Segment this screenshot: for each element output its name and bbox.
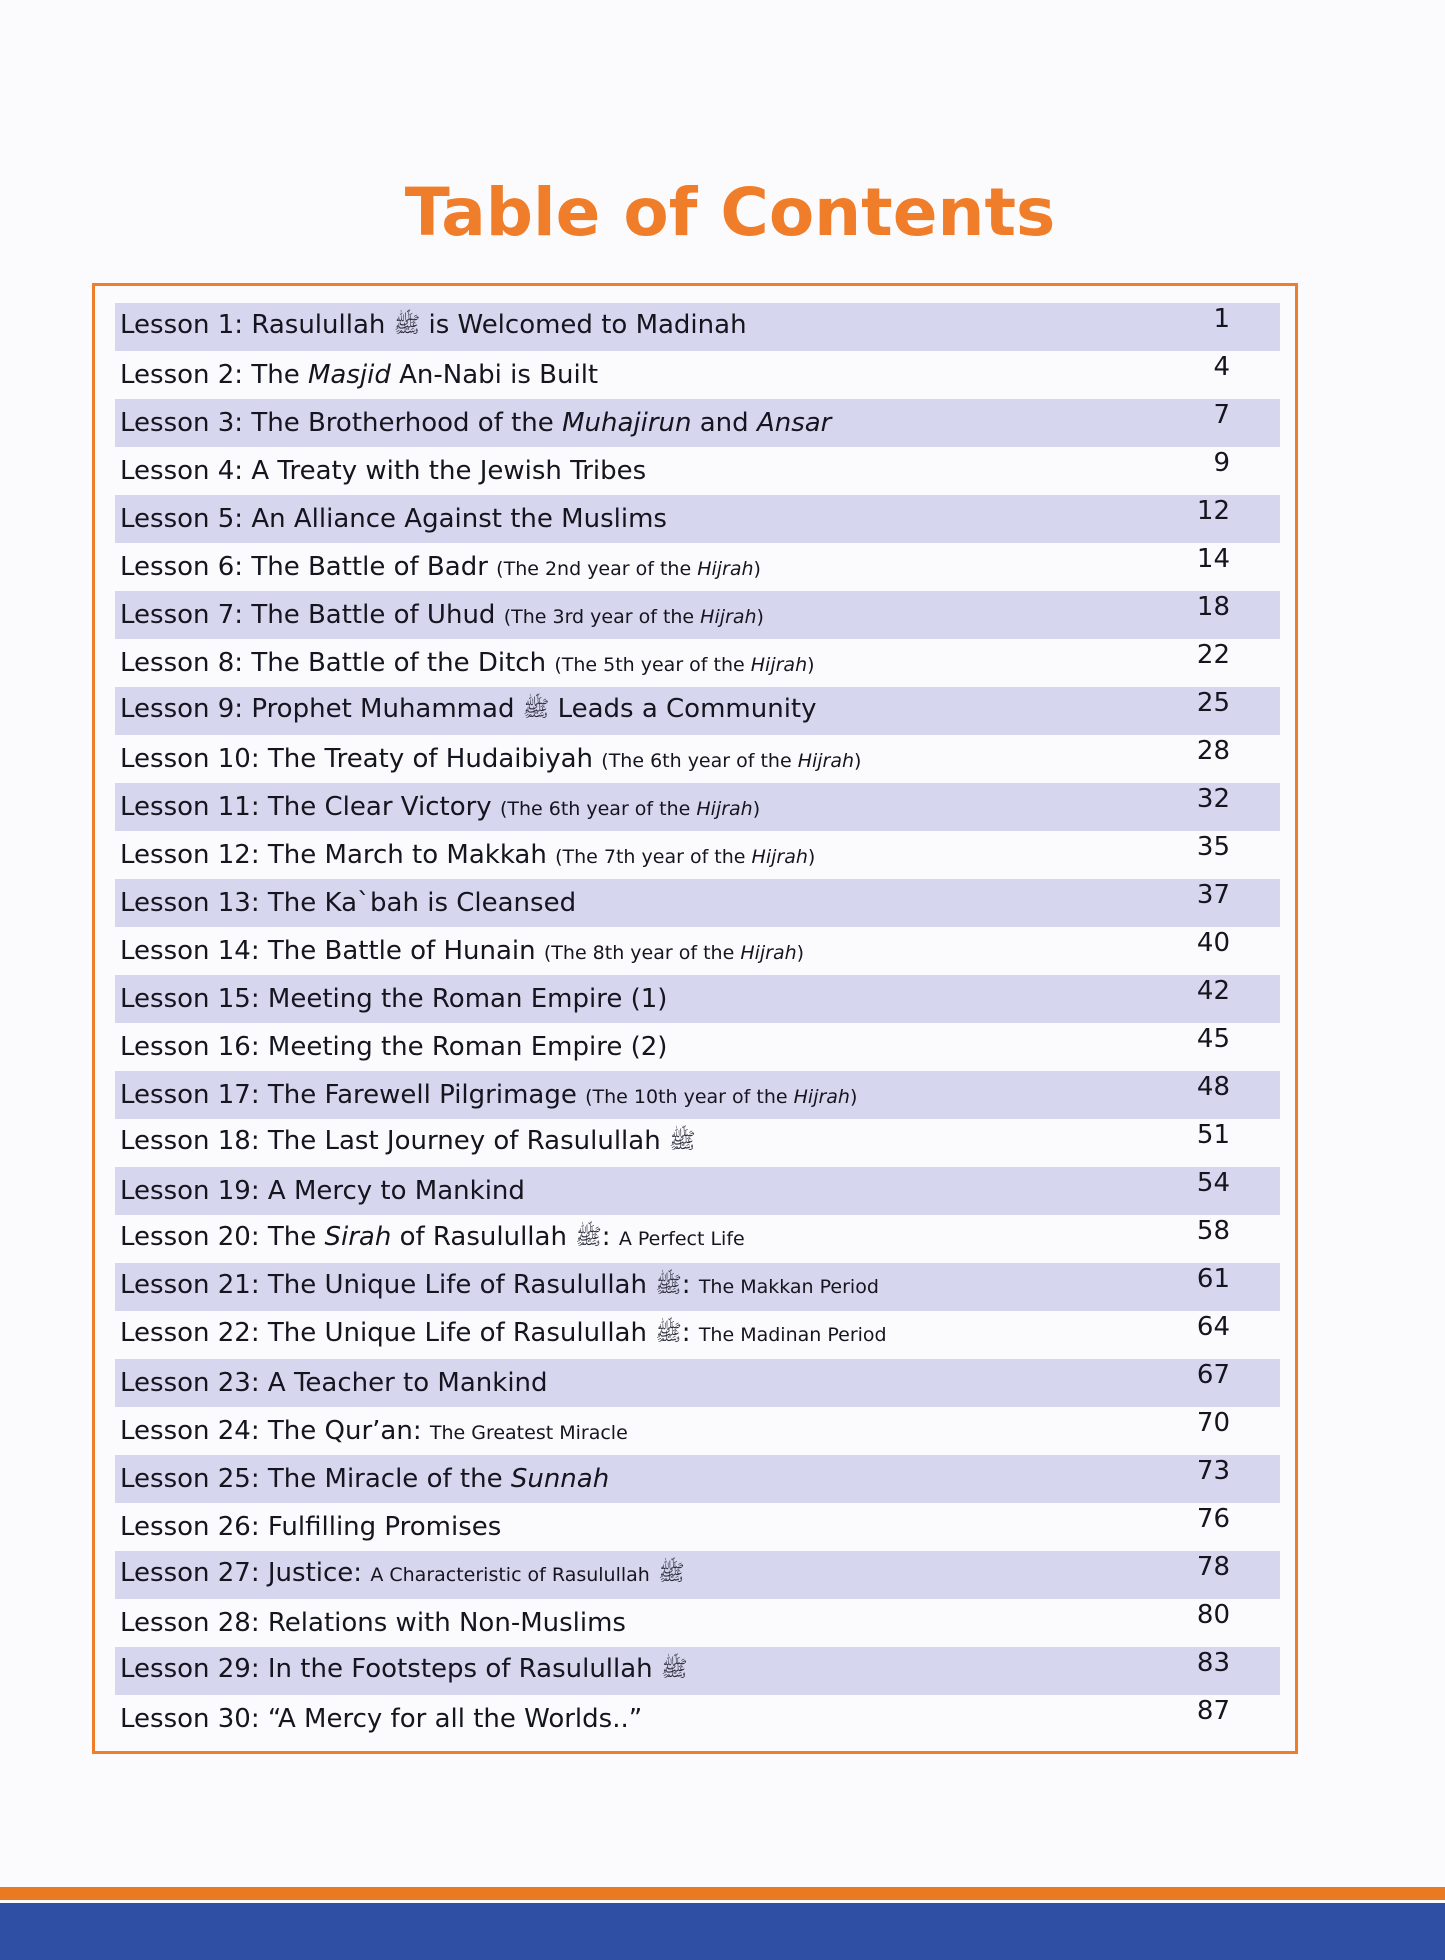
lesson-label: Lesson 22:: [120, 1318, 260, 1348]
lesson-title: Meeting the Roman Empire (2): [267, 1032, 668, 1062]
pbuh-symbol-icon: ﷺ: [522, 697, 550, 722]
toc-row: [115, 831, 1280, 879]
page-number: 64: [1196, 1312, 1230, 1342]
lesson-subtitle: (The 5th year of the Hijrah): [554, 654, 815, 676]
page-number: 22: [1196, 640, 1230, 670]
toc-entry-text: [115, 408, 831, 438]
toc-row: [115, 879, 1280, 927]
lesson-label: Lesson 6:: [120, 552, 244, 582]
page-number: 78: [1196, 1552, 1230, 1582]
lesson-subtitle: (The 2nd year of the Hijrah): [496, 558, 761, 580]
lesson-label: Lesson 8:: [120, 648, 244, 678]
toc-row: [115, 1647, 1280, 1695]
page-number: 9: [1213, 448, 1230, 478]
lesson-title: Meeting the Roman Empire (1): [267, 984, 668, 1014]
lesson-title: An Alliance Against the Muslims: [251, 504, 667, 534]
lesson-title: The Unique Life of Rasulullah: [267, 1270, 647, 1300]
page-number: 12: [1196, 496, 1230, 526]
footer-orange-stripe: [0, 1887, 1445, 1900]
lesson-label: Lesson 3:: [120, 408, 244, 438]
lesson-subtitle: A Characteristic of Rasulullah: [370, 1564, 650, 1586]
lesson-title: The Qur’an:: [267, 1416, 422, 1446]
toc-entry-text: [115, 1176, 525, 1206]
lesson-title: A Mercy to Mankind: [267, 1176, 525, 1206]
toc-row: [115, 447, 1280, 495]
lesson-title-rest: Leads a Community: [557, 694, 817, 724]
lesson-label: Lesson 5:: [120, 504, 244, 534]
page-number: 45: [1196, 1024, 1230, 1054]
lesson-title-italic: Masjid: [307, 360, 391, 390]
toc-row: [115, 399, 1280, 447]
lesson-label: Lesson 7:: [120, 600, 244, 630]
toc-entry-text: [115, 1080, 857, 1110]
page-number: 48: [1196, 1072, 1230, 1102]
toc-row: [115, 639, 1280, 687]
lesson-title: A Treaty with the Jewish Tribes: [251, 456, 647, 486]
page-number: 25: [1196, 688, 1230, 718]
lesson-title-italic: Ansar: [756, 408, 832, 438]
page-number: 51: [1196, 1120, 1230, 1150]
page-number: 40: [1196, 928, 1230, 958]
page-number: 32: [1196, 784, 1230, 814]
lesson-title: Rasulullah: [251, 310, 386, 340]
lesson-label: Lesson 4:: [120, 456, 244, 486]
page-number: 70: [1196, 1408, 1230, 1438]
toc-row: [115, 1263, 1280, 1311]
toc-entry-text: [115, 456, 646, 486]
toc-row: [115, 1503, 1280, 1551]
lesson-title: The: [251, 360, 300, 390]
lesson-subtitle: The Greatest Miracle: [429, 1422, 628, 1444]
lesson-title: “A Mercy for all the Worlds..”: [267, 1704, 643, 1734]
toc-entry-text: [115, 1032, 667, 1062]
lesson-title: The Clear Victory: [267, 792, 492, 822]
lesson-label: Lesson 15:: [120, 984, 260, 1014]
lesson-title: The Last Journey of Rasulullah: [267, 1126, 661, 1156]
lesson-title: In the Footsteps of Rasulullah: [267, 1654, 653, 1684]
toc-row: [115, 927, 1280, 975]
lesson-subtitle: (The 3rd year of the Hijrah): [503, 606, 764, 628]
lesson-title: The: [267, 1222, 317, 1252]
toc-row: [115, 1695, 1280, 1743]
lesson-label: Lesson 23:: [120, 1368, 260, 1398]
page-number: 37: [1196, 880, 1230, 910]
toc-row: [115, 1599, 1280, 1647]
pbuh-symbol-icon: ﷺ: [393, 313, 421, 338]
toc-row: [115, 351, 1280, 399]
lesson-title: A Teacher to Mankind: [267, 1368, 548, 1398]
lesson-title-italic: Sunnah: [510, 1464, 610, 1494]
toc-entry-text: [115, 600, 764, 630]
lesson-title-rest: is Welcomed to Madinah: [428, 310, 747, 340]
lesson-title-rest: and: [699, 408, 749, 438]
toc-entry-text: [115, 984, 667, 1014]
page-number: 54: [1196, 1168, 1230, 1198]
lesson-label: Lesson 14:: [120, 936, 260, 966]
lesson-title: The March to Makkah: [267, 840, 547, 870]
toc-entry-text: [115, 792, 760, 822]
lesson-label: Lesson 13:: [120, 888, 260, 918]
toc-entry-text: [115, 1368, 548, 1398]
toc-entry-text: [115, 648, 815, 678]
lesson-subtitle: (The 8th year of the Hijrah): [543, 942, 805, 964]
lesson-title: Relations with Non-Muslims: [267, 1608, 626, 1638]
lesson-label: Lesson 2:: [120, 360, 244, 390]
toc-entry-text: [115, 1512, 501, 1542]
pbuh-symbol-icon: ﷺ: [655, 1321, 682, 1346]
toc-entry-text: [115, 552, 761, 582]
page-title: Table of Contents: [404, 174, 1056, 251]
lesson-subtitle: (The 7th year of the Hijrah): [555, 846, 816, 868]
pbuh-symbol-icon: ﷺ: [655, 1273, 682, 1298]
toc-row: [115, 1311, 1280, 1359]
lesson-label: Lesson 30:: [120, 1704, 260, 1734]
page-number: 61: [1196, 1264, 1230, 1294]
toc-row: [115, 1551, 1280, 1599]
toc-entry-text: [115, 744, 861, 774]
lesson-title: The Farewell Pilgrimage: [267, 1080, 577, 1110]
page-number: 18: [1196, 592, 1230, 622]
toc-row: [115, 975, 1280, 1023]
toc-list: [115, 303, 1280, 1743]
lesson-label: Lesson 28:: [120, 1608, 260, 1638]
toc-row: [115, 1167, 1280, 1215]
toc-entry-text: [115, 1558, 685, 1592]
toc-row: [115, 1407, 1280, 1455]
lesson-subtitle: (The 10th year of the Hijrah): [585, 1086, 858, 1108]
page-number: 80: [1196, 1600, 1230, 1630]
toc-entry-text: [115, 888, 576, 918]
lesson-label: Lesson 24:: [120, 1416, 260, 1446]
lesson-subtitle: A Perfect Life: [618, 1228, 745, 1250]
lesson-title-italic: Sirah: [324, 1222, 392, 1252]
toc-row: [115, 1071, 1280, 1119]
toc-row: [115, 783, 1280, 831]
toc-entry-text: [115, 504, 667, 534]
lesson-title: Justice:: [267, 1558, 363, 1588]
lesson-title: The Miracle of the: [267, 1464, 503, 1494]
toc-entry-text: [115, 310, 747, 344]
pbuh-symbol-icon: ﷺ: [660, 1657, 688, 1682]
toc-entry-text: [115, 936, 804, 966]
page-number: 76: [1196, 1504, 1230, 1534]
toc-row: [115, 1023, 1280, 1071]
page-number: 35: [1196, 832, 1230, 862]
toc-entry-text: [115, 1654, 688, 1688]
lesson-subtitle: The Makkan Period: [698, 1276, 879, 1298]
page-number: 14: [1196, 544, 1230, 574]
lesson-label: Lesson 12:: [120, 840, 260, 870]
toc-entry-text: [115, 840, 815, 870]
lesson-label: Lesson 29:: [120, 1654, 260, 1684]
lesson-label: Lesson 17:: [120, 1080, 260, 1110]
toc-entry-text: Lesson 20: The Sirah of Rasulullah ﷺ: A Perfect Life: [115, 1222, 745, 1256]
toc-entry-text: [115, 1126, 696, 1160]
page-number: 42: [1196, 976, 1230, 1006]
lesson-label: Lesson 26:: [120, 1512, 260, 1542]
lesson-title: The Brotherhood of the: [251, 408, 554, 438]
pbuh-symbol-icon: ﷺ: [668, 1129, 696, 1154]
page-number: 28: [1196, 736, 1230, 766]
toc-row: [115, 303, 1280, 351]
toc-row: [115, 687, 1280, 735]
pbuh-symbol-icon: ﷺ: [575, 1225, 602, 1250]
page-number: 1: [1213, 304, 1230, 334]
page-number: 58: [1196, 1216, 1230, 1246]
page-number: 67: [1196, 1360, 1230, 1390]
lesson-label: Lesson 1:: [120, 310, 244, 340]
toc-entry-text: [115, 1608, 626, 1638]
lesson-label: Lesson 21:: [120, 1270, 260, 1300]
toc-row: [115, 1119, 1280, 1167]
lesson-title: The Unique Life of Rasulullah: [267, 1318, 647, 1348]
toc-row: [115, 1215, 1280, 1263]
toc-entry-text: [115, 1416, 628, 1446]
lesson-title: Prophet Muhammad: [251, 694, 515, 724]
lesson-title: The Battle of the Ditch: [251, 648, 547, 678]
toc-entry-text: Lesson 22: The Unique Life of Rasulullah ﷺ: The Madinan Period: [115, 1318, 887, 1352]
toc-row: [115, 1359, 1280, 1407]
lesson-title: The Treaty of Hudaibiyah: [267, 744, 594, 774]
page-number: 83: [1196, 1648, 1230, 1678]
lesson-label: Lesson 11:: [120, 792, 260, 822]
lesson-subtitle: The Madinan Period: [698, 1324, 887, 1346]
lesson-title-italic: Muhajirun: [562, 408, 692, 438]
toc-row: [115, 543, 1280, 591]
page-number: 7: [1213, 400, 1230, 430]
lesson-label: Lesson 9:: [120, 694, 244, 724]
lesson-title: The Battle of Hunain: [267, 936, 536, 966]
page-number: 87: [1196, 1696, 1230, 1726]
lesson-label: Lesson 27:: [120, 1558, 260, 1588]
lesson-title: The Battle of Uhud: [251, 600, 496, 630]
toc-row: [115, 735, 1280, 783]
toc-entry-text: Lesson 21: The Unique Life of Rasulullah ﷺ: The Makkan Period: [115, 1270, 879, 1304]
page-number: 4: [1213, 352, 1230, 382]
toc-entry-text: [115, 360, 598, 390]
lesson-title: Fulfilling Promises: [267, 1512, 502, 1542]
lesson-label: Lesson 10:: [120, 744, 260, 774]
toc-row: [115, 495, 1280, 543]
toc-entry-text: [115, 1704, 642, 1734]
lesson-title-rest: of Rasulullah: [399, 1222, 567, 1252]
lesson-label: Lesson 16:: [120, 1032, 260, 1062]
lesson-label: Lesson 25:: [120, 1464, 260, 1494]
lesson-label: Lesson 19:: [120, 1176, 260, 1206]
lesson-subtitle: (The 6th year of the Hijrah): [499, 798, 761, 820]
lesson-subtitle: (The 6th year of the Hijrah): [601, 750, 862, 772]
toc-row: [115, 1455, 1280, 1503]
footer-blue-band: [0, 1903, 1445, 1960]
lesson-title-rest: An-Nabi is Built: [399, 360, 599, 390]
lesson-title: The Battle of Badr: [251, 552, 488, 582]
page-number: 73: [1196, 1456, 1230, 1486]
pbuh-symbol-icon: ﷺ: [658, 1561, 685, 1586]
toc-entry-text: [115, 1464, 609, 1494]
lesson-label: Lesson 18:: [120, 1126, 260, 1156]
lesson-label: Lesson 20:: [120, 1222, 260, 1252]
lesson-title: The Ka`bah is Cleansed: [267, 888, 577, 918]
toc-row: [115, 591, 1280, 639]
toc-entry-text: [115, 694, 817, 728]
